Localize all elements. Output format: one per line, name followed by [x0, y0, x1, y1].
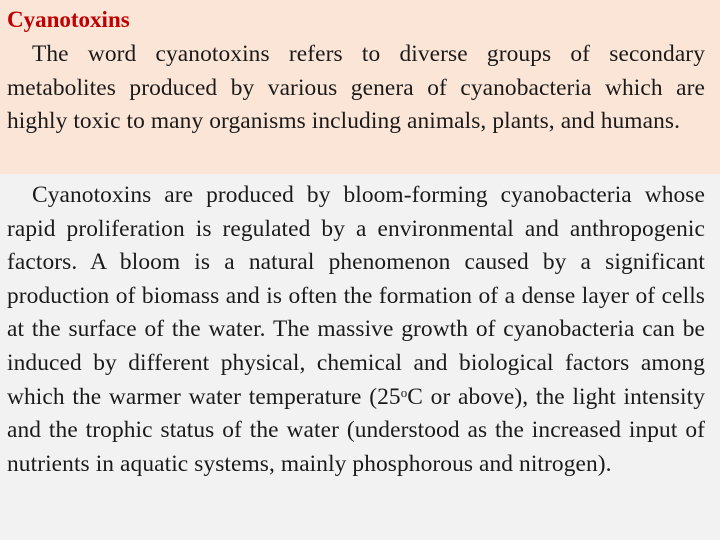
degree-symbol: o: [400, 384, 408, 400]
body-paragraph-text-start: Cyanotoxins are produced by bloom-forming cyanobacteria whose rapid proliferation is regulated by a environmental and anthropogenic factors. A bloom is a natural phenomenon caused by a significant production of biomass and is often the formation of a dense layer of cells at the surface of the water. The massive growth of cyanobacteria can be induced by different physical, chemical and biological factors among which the warmer water temperature (25: [7, 182, 705, 410]
intro-paragraph: The word cyanotoxins refers to diverse groups of secondary metabolites produced by various genera of cyanobacteria which are highly toxic to many organisms including animals, plants, and humans.: [7, 41, 705, 135]
slide-title: Cyanotoxins: [7, 7, 130, 32]
intro-section: [0, 0, 720, 174]
body-paragraph-text-end: C or above), the light intensity and the trophic status of the water (understood as the increased input of nutrients in aquatic systems, mainly phosphorous and nitrogen).: [7, 383, 705, 477]
body-paragraph: [7, 179, 705, 481]
